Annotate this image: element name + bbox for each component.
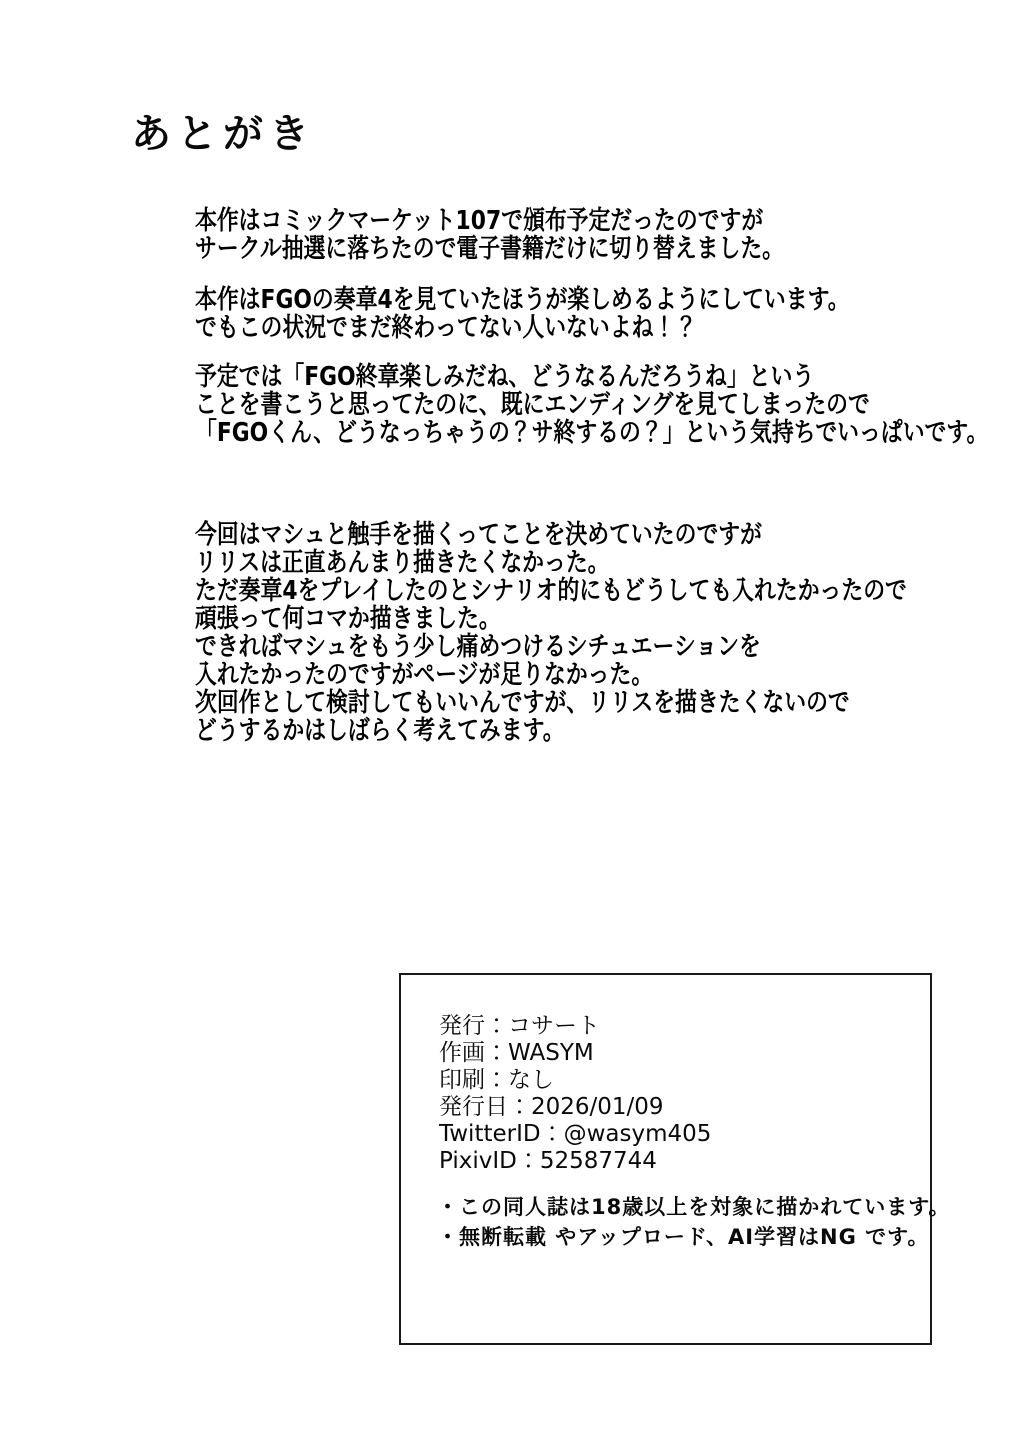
afterword-line: 今回はマシュと触手を描くってことを決めていたのですが xyxy=(195,520,762,550)
afterword-line: 予定では「FGO終章楽しみだね、どうなるんだろうね」という xyxy=(195,362,815,392)
colophon-publisher-line: 発行：コサート xyxy=(439,1013,600,1039)
afterword-paragraph-1 xyxy=(195,207,784,263)
afterword-line: ことを書こうと思ってたのに、既にエンディングを見てしまったので xyxy=(195,390,870,420)
colophon-twitter-id-line: TwitterID：@wasym405 xyxy=(439,1121,712,1147)
colophon-pixiv-id-line: PixivID：52587744 xyxy=(439,1148,657,1174)
afterword-line: 本作はFGOの奏章4を見ていたほうが楽しめるようにしています。 xyxy=(195,285,850,315)
afterword-paragraph-2 xyxy=(195,286,850,342)
afterword-line: どうするかはしばらく考えてみます。 xyxy=(195,716,565,746)
colophon-age-notice-line: ・この同人誌は18歳以上を対象に描かれています。 xyxy=(437,1195,951,1219)
colophon-box xyxy=(399,973,951,1345)
page-title: あとがき xyxy=(131,110,315,157)
afterword-line: 入れたかったのですがページが足りなかった。 xyxy=(195,660,654,690)
colophon-reuse-notice-line: ・無断転載 やアップロード、AI学習はNG です。 xyxy=(437,1225,930,1249)
afterword-line: 本作はコミックマーケット107で頒布予定だったのですが xyxy=(195,206,764,236)
colophon-notes xyxy=(437,1192,951,1252)
afterword-line: サークル抽選に落ちたので電子書籍だけに切り替えました。 xyxy=(195,234,785,264)
afterword-line: 次回作として検討してもいいんですが、リリスを描きたくないので xyxy=(195,688,850,718)
colophon-info xyxy=(439,1013,711,1175)
afterword-line: でもこの状況でまだ終わってない人いないよね！？ xyxy=(195,313,698,343)
afterword-line: 頑張って何コマか描きました。 xyxy=(195,604,501,634)
afterword-line: 「FGOくん、どうなっちゃうの？サ終するの？」という気持ちでいっぱいです。 xyxy=(195,418,989,448)
afterword-paragraph-3 xyxy=(195,363,988,447)
colophon-artist-line: 作画：WASYM xyxy=(439,1040,594,1066)
colophon-printer-line: 印刷：なし xyxy=(439,1067,554,1093)
afterword-paragraph-4 xyxy=(195,521,907,745)
afterword-line: リリスは正直あんまり描きたくなかった。 xyxy=(195,548,610,578)
afterword-line: ただ奏章4をプレイしたのとシナリオ的にもどうしても入れたかったので xyxy=(195,576,907,606)
afterword-line: できればマシュをもう少し痛めつけるシチュエーションを xyxy=(195,632,761,662)
colophon-publish-date-line: 発行日：2026/01/09 xyxy=(439,1094,664,1120)
